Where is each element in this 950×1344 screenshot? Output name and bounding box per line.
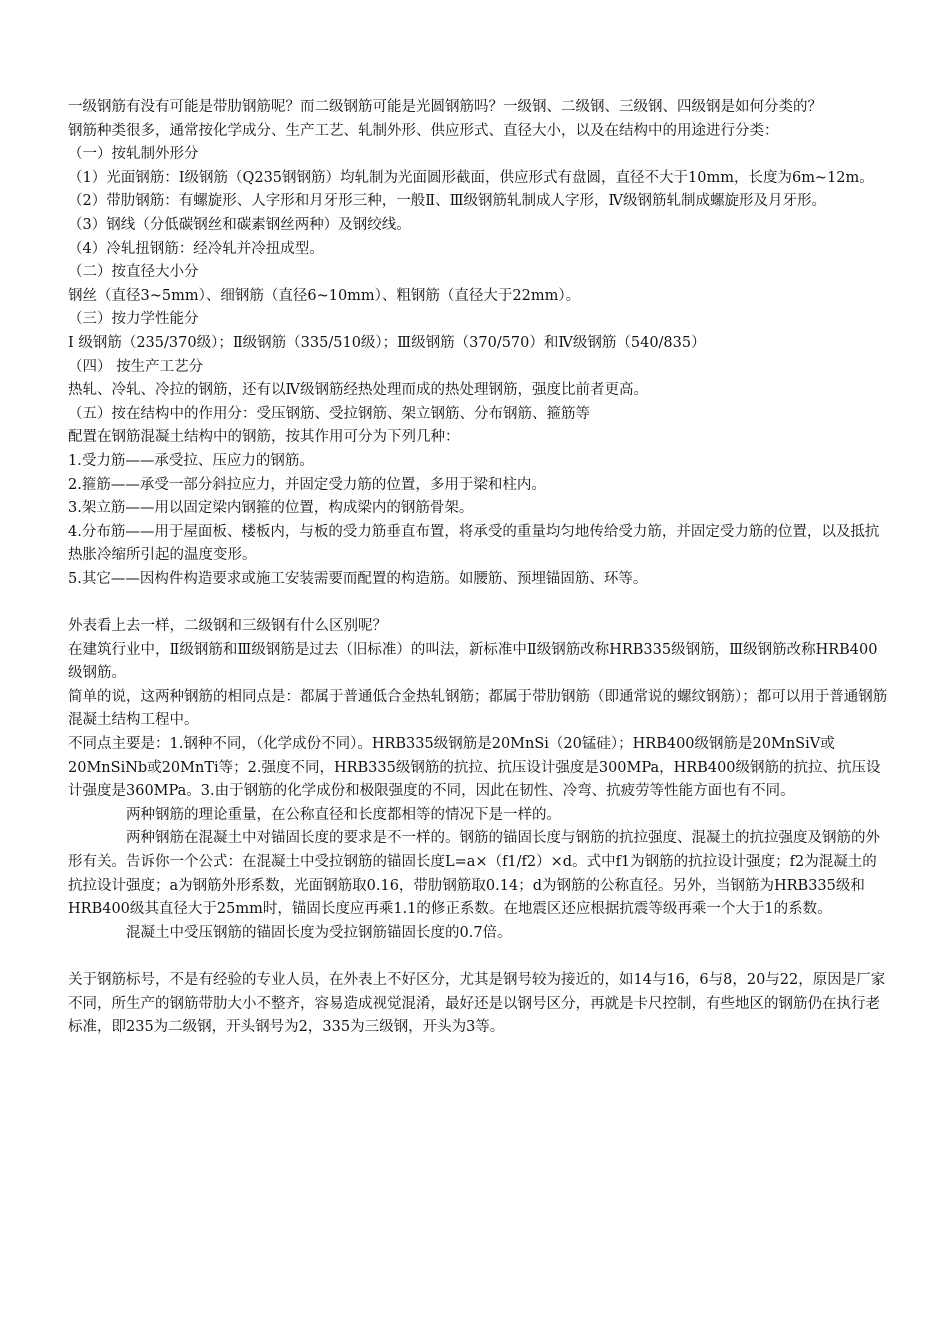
paragraph-diameter: 钢丝（直径3~5mm）、细钢筋（直径6~10mm）、粗钢筋（直径大于22mm）。 (68, 287, 581, 304)
list-item-main-bar: 1.受力筋——承受拉、压应力的钢筋。 (68, 452, 314, 469)
blank-line (68, 945, 888, 969)
section-heading-shape: （一）按轧制外形分 (68, 146, 199, 163)
paragraph-process: 热轧、冷轧、冷拉的钢筋，还有以Ⅳ级钢筋经热处理而成的热处理钢筋，强度比前者更高。 (68, 382, 648, 399)
section-heading-mechanical: （三）按力学性能分 (68, 311, 199, 328)
paragraph-function-intro: 配置在钢筋混凝土结构中的钢筋，按其作用可分为下列几种： (68, 429, 460, 446)
paragraph-anchorage: 两种钢筋在混凝土中对锚固长度的要求是不一样的。钢筋的锚固长度与钢筋的抗拉强度、混凝土的抗拉强度及钢筋的外形有关。告诉你一个公式：在混凝土中受拉钢筋的锚固长度L=a×（f1/f2）×d。式中f1为钢筋的抗拉设计强度；f2为混凝土的抗拉设计强度；a为钢筋外形系数，光面钢筋取0.16，带肋钢筋取0.14；d为钢筋的公称直径。另外，当钢筋为HRB335级和HRB400级其直径大于25mm时，锚固长度应再乘1.1的修正系数。在地震区还应根据抗震等级再乘一个大于1的系数。 (68, 830, 880, 918)
paragraph-compression-anchorage: 混凝土中受压钢筋的锚固长度为受拉钢筋锚固长度的0.7倍。 (126, 924, 512, 941)
section-heading-process: （四） 按生产工艺分 (68, 358, 204, 375)
paragraph-differences: 不同点主要是：1.钢种不同，（化学成份不同）。HRB335级钢筋是20MnSi（20锰硅）；HRB400级钢筋是20MnSiV或20MnSiNb或20MnTi等；2.强度不同，HRB335级钢筋的抗拉、抗压设计强度是300MPa，HRB400级钢筋的抗拉、抗压设计强度是360MPa。3.由于钢筋的化学成份和极限强度的不同，因此在韧性、冷弯、抗疲劳等性能方面也有不同。 (68, 736, 881, 800)
paragraph-intro: 钢筋种类很多，通常按化学成分、生产工艺、轧制外形、供应形式、直径大小，以及在结构中的用途进行分类： (68, 122, 779, 139)
paragraph-question: 一级钢筋有没有可能是带肋钢筋呢？而二级钢筋可能是光圆钢筋吗？一级钢、二级钢、三级钢、四级钢是如何分类的？ (68, 99, 822, 115)
section-heading-diameter: （二）按直径大小分 (68, 264, 199, 281)
paragraph-cold-twisted: （4）冷轧扭钢筋：经冷轧并冷扭成型。 (68, 240, 324, 257)
section-heading-function: （五）按在结构中的作用分：受压钢筋、受拉钢筋、架立钢筋、分布钢筋、箍筋等 (68, 405, 590, 422)
paragraph-difference-question: 外表看上去一样，二级钢和三级钢有什么区别呢？ (68, 618, 387, 635)
list-item-distribution-bar: 4.分布筋——用于屋面板、楼板内，与板的受力筋垂直布置，将承受的重量均匀地传给受力筋，并固定受力筋的位置，以及抵抗热胀冷缩所引起的温度变形。 (68, 523, 880, 564)
paragraph-steel-wire: （3）钢线（分低碳钢丝和碳素钢丝两种）及钢绞线。 (68, 216, 411, 233)
list-item-other-bar: 5.其它——因构件构造要求或施工安装需要而配置的构造筋。如腰筋、预埋锚固筋、环等。 (68, 570, 648, 587)
paragraph-grade-marking: 关于钢筋标号，不是有经验的专业人员，在外表上不好区分，尤其是钢号较为接近的，如14与16，6与8，20与22，原因是厂家不同，所生产的钢筋带肋大小不整齐，容易造成视觉混淆，最好还是以钢号区分，再就是卡尺控制，有些地区的钢筋仍在执行老标准，即235为二级钢，开头钢号为2，335为三级钢，开头为3等。 (68, 971, 886, 1036)
paragraph-naming: 在建筑行业中，Ⅱ级钢筋和Ⅲ级钢筋是过去（旧标准）的叫法，新标准中Ⅱ级钢筋改称HRB335级钢筋，Ⅲ级钢筋改称HRB400级钢筋。 (68, 641, 878, 682)
paragraph-similarities: 简单的说，这两种钢筋的相同点是：都属于普通低合金热轧钢筋；都属于带肋钢筋（即通常说的螺纹钢筋）；都可以用于普通钢筋混凝土结构工程中。 (68, 688, 888, 729)
list-item-stirrup: 2.箍筋——承受一部分斜拉应力，并固定受力筋的位置，多用于梁和柱内。 (68, 476, 546, 493)
paragraph-grades: Ⅰ 级钢筋（235/370级）；Ⅱ级钢筋（335/510级）；Ⅲ级钢筋（370/570）和Ⅳ级钢筋（540/835） (68, 334, 706, 351)
paragraph-plain-bar: （1）光面钢筋：I级钢筋（Q235钢钢筋）均轧制为光面圆形截面，供应形式有盘圆，直径不大于10mm，长度为6m~12m。 (68, 169, 874, 186)
paragraph-ribbed-bar: （2）带肋钢筋：有螺旋形、人字形和月牙形三种，一般Ⅱ、Ⅲ级钢筋轧制成人字形，Ⅳ级钢筋轧制成螺旋形及月牙形。 (68, 193, 827, 210)
document-body (68, 96, 888, 1040)
list-item-erection-bar: 3.架立筋——用以固定梁内钢箍的位置，构成梁内的钢筋骨架。 (68, 500, 474, 517)
blank-line (68, 591, 888, 615)
paragraph-weight: 两种钢筋的理论重量，在公称直径和长度都相等的情况下是一样的。 (126, 806, 561, 823)
